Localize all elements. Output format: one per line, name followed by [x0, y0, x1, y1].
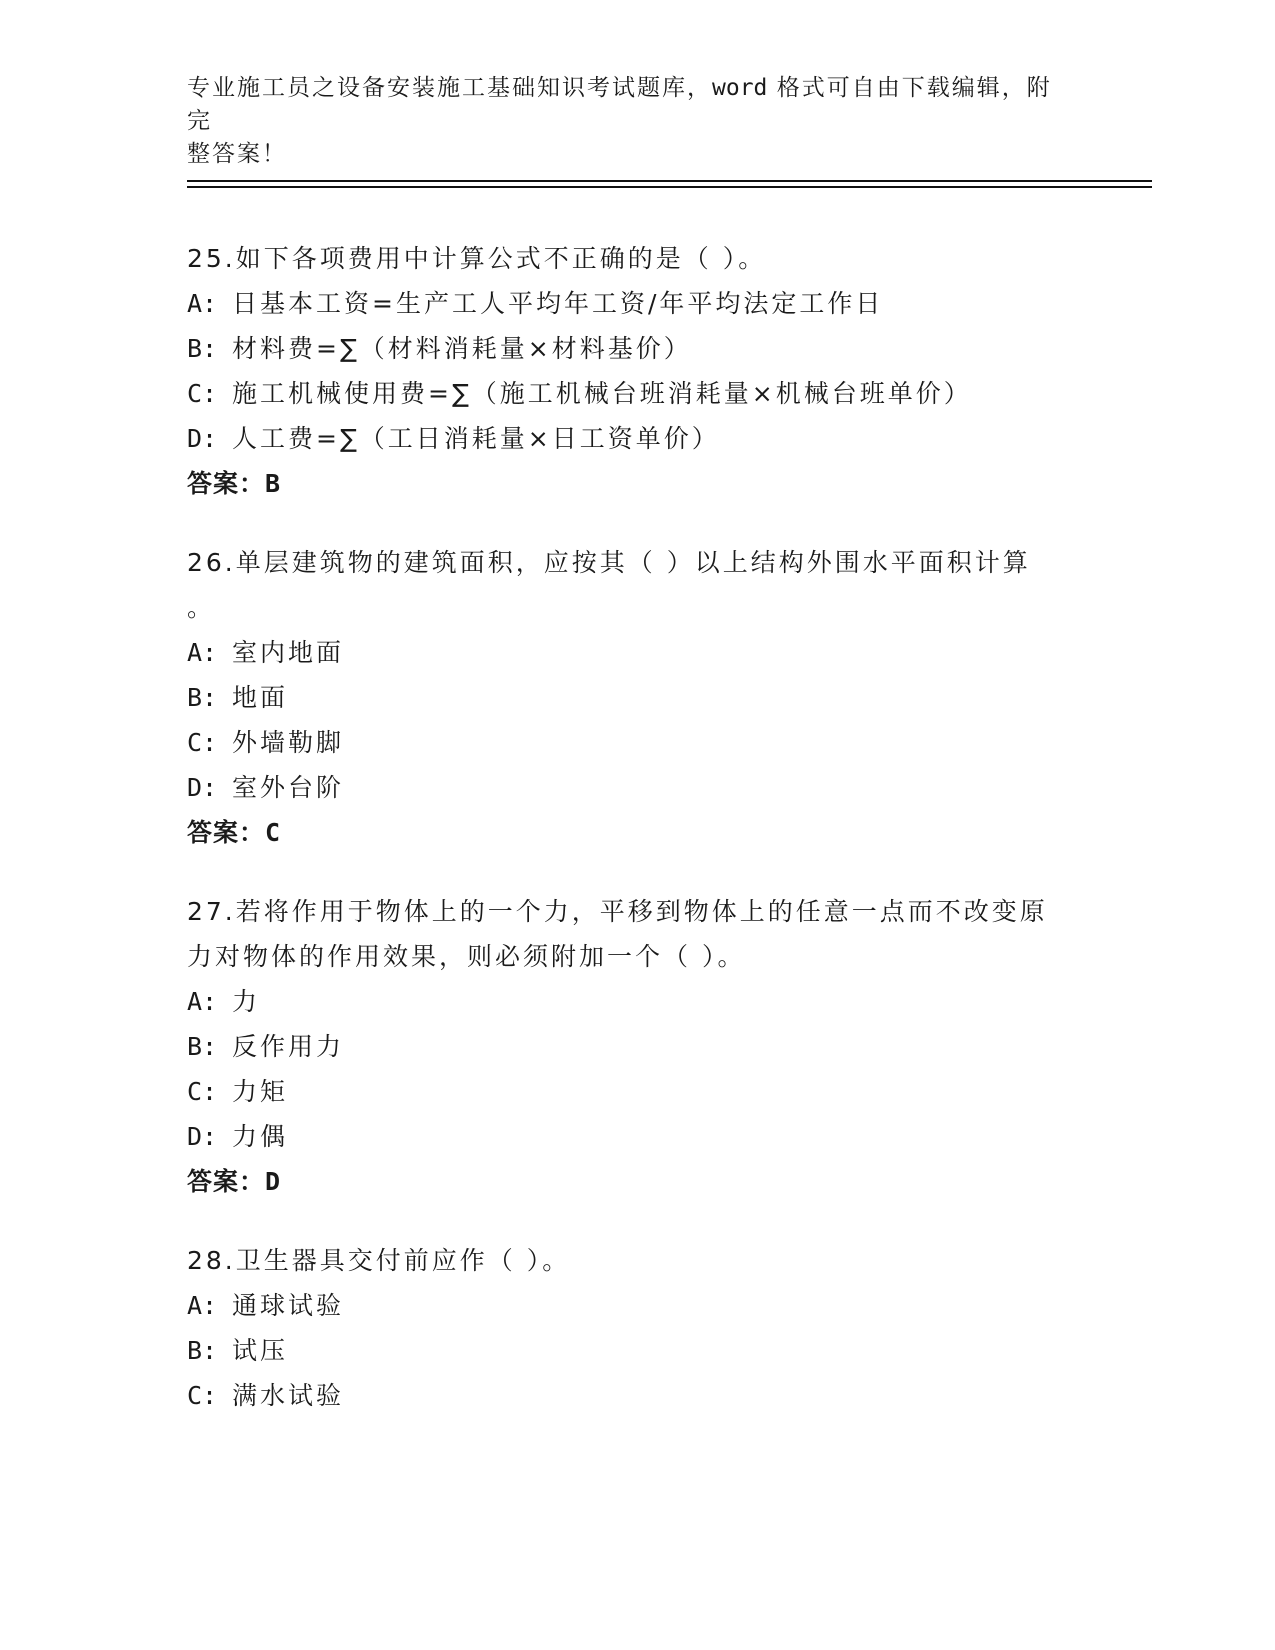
header-text-part1: 专业施工员之设备安装施工基础知识考试题库， [187, 75, 712, 101]
header-divider-bottom [187, 186, 1152, 188]
question-title: 27.若将作用于物体上的一个力，平移到物体上的任意一点而不改变原力对物体的作用效果，则必须附加一个（ ）。 [187, 897, 1048, 971]
answer-line [187, 461, 1087, 506]
question-title: 28.卫生器具交付前应作（ ）。 [187, 1246, 571, 1275]
answer-label: 答案： [187, 818, 266, 847]
option-text: 室内地面 [232, 638, 345, 667]
option-key: B: [187, 1336, 218, 1365]
option-key: C: [187, 1077, 218, 1106]
option-key: D: [187, 773, 218, 802]
answer-label: 答案： [187, 1167, 266, 1196]
answer-line [187, 810, 1087, 855]
option-row [187, 1328, 1087, 1373]
option-key: D: [187, 424, 218, 453]
option-text: 人工费=∑（工日消耗量×日工资单价） [232, 424, 720, 453]
option-row [187, 1283, 1087, 1328]
question-block [187, 889, 1087, 1204]
option-key: A: [187, 289, 218, 318]
answer-value: B [265, 469, 282, 498]
option-text: 反作用力 [232, 1032, 345, 1061]
question-title: 26.单层建筑物的建筑面积，应按其（ ）以上结构外围水平面积计算 。 [187, 548, 1031, 622]
option-row [187, 1114, 1087, 1159]
option-key: A: [187, 987, 218, 1016]
question-list [187, 236, 1087, 1452]
option-key: A: [187, 1291, 218, 1320]
option-text: 地面 [232, 683, 289, 712]
option-key: A: [187, 638, 218, 667]
option-text: 通球试验 [232, 1291, 345, 1320]
answer-value: C [265, 818, 282, 847]
option-row [187, 281, 1087, 326]
question-title: 25.如下各项费用中计算公式不正确的是（ ）。 [187, 244, 767, 273]
question-block [187, 1238, 1087, 1418]
option-text: 满水试验 [232, 1381, 345, 1410]
question-block [187, 236, 1087, 506]
option-row [187, 675, 1087, 720]
header-text-line2: 整答案！ [187, 141, 287, 167]
option-text: 力偶 [232, 1122, 289, 1151]
option-text: 力 [232, 987, 261, 1016]
answer-value: D [265, 1167, 282, 1196]
option-row [187, 371, 1087, 416]
option-row [187, 765, 1087, 810]
header-divider-top [187, 180, 1152, 182]
option-row [187, 326, 1087, 371]
option-row [187, 630, 1087, 675]
option-key: C: [187, 728, 218, 757]
option-key: B: [187, 683, 218, 712]
option-row [187, 1373, 1087, 1418]
option-row [187, 416, 1087, 461]
option-key: D: [187, 1122, 218, 1151]
document-header [187, 72, 1067, 171]
option-key: C: [187, 1381, 218, 1410]
option-key: C: [187, 379, 218, 408]
header-text-word: word [712, 75, 768, 101]
option-row [187, 1069, 1087, 1114]
answer-line [187, 1159, 1087, 1204]
option-row [187, 1024, 1087, 1069]
option-row [187, 979, 1087, 1024]
option-text: 外墙勒脚 [232, 728, 345, 757]
option-key: B: [187, 1032, 218, 1061]
option-row [187, 720, 1087, 765]
question-block [187, 540, 1087, 855]
option-text: 施工机械使用费=∑（施工机械台班消耗量×机械台班单价） [232, 379, 972, 408]
header-text-part2: 格式可自由下载编辑，附完 [187, 75, 1052, 134]
option-text: 日基本工资=生产工人平均年工资/年平均法定工作日 [232, 289, 884, 318]
answer-label: 答案： [187, 469, 266, 498]
option-text: 材料费=∑（材料消耗量×材料基价） [232, 334, 692, 363]
option-text: 力矩 [232, 1077, 289, 1106]
option-key: B: [187, 334, 218, 363]
option-text: 室外台阶 [232, 773, 345, 802]
option-text: 试压 [232, 1336, 289, 1365]
